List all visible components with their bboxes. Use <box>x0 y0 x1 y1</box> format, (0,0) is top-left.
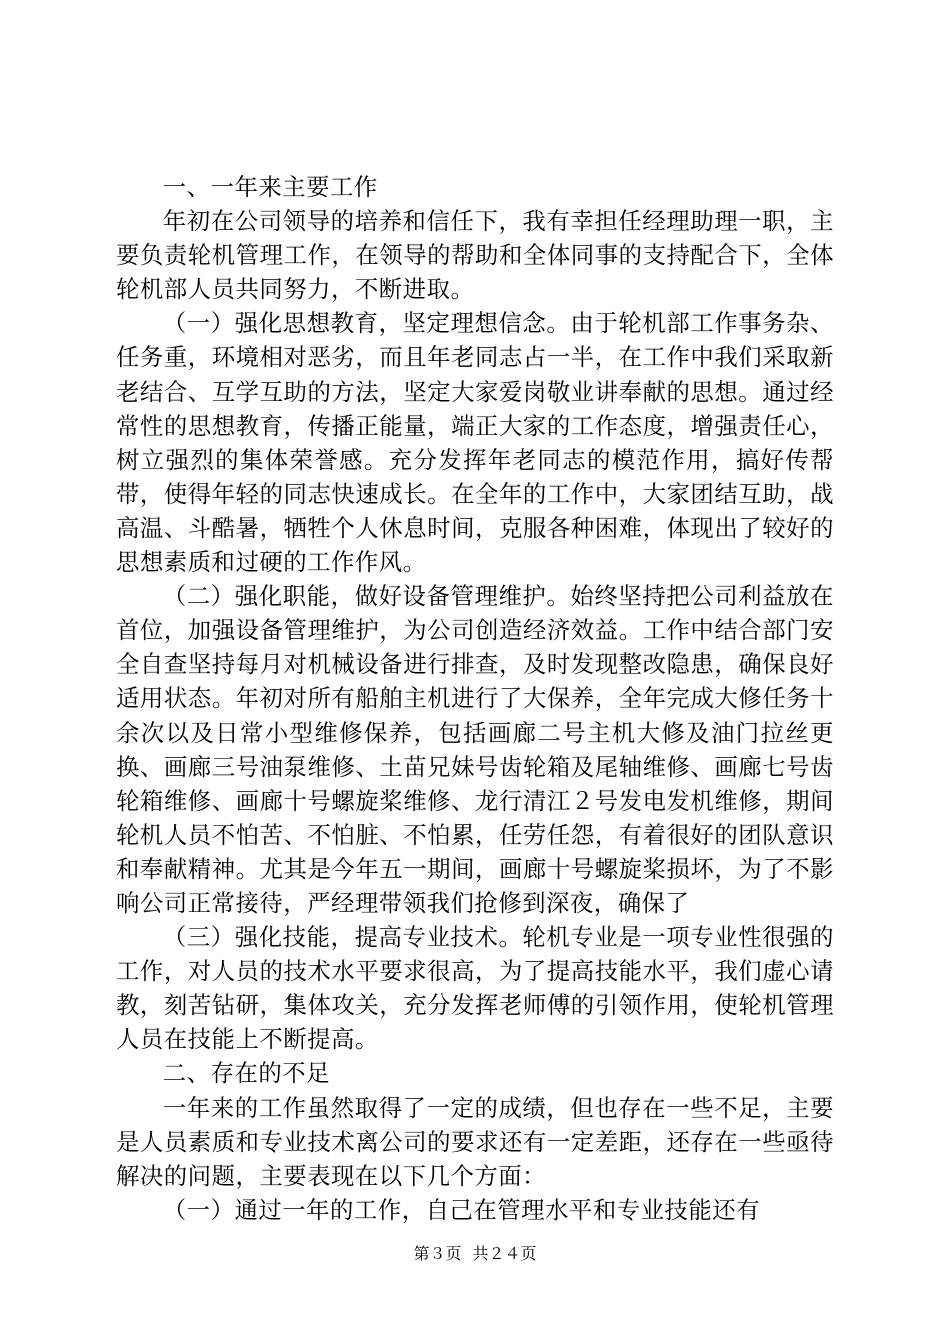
paragraph-technical-skills: （三）强化技能，提高专业技术。轮机专业是一项专业性很强的工作，对人员的技术水平要求很高，为了提高技能水平，我们虚心请教，刻苦钻研，集体攻关，充分发挥老师傅的引领作用，使轮机管理人员在技能上不断提高。 <box>116 923 834 1054</box>
document-body <box>116 170 834 1227</box>
section-heading-1: 一、一年来主要工作 <box>162 173 378 201</box>
page-total: 共２４页 <box>472 1244 537 1263</box>
paragraph-equipment-maintenance: （二）强化职能，做好设备管理维护。始终坚持把公司利益放在首位，加强设备管理维护，为公司创造经济效益。工作中结合部门安全自查坚持每月对机械设备进行排查，及时发现整改隐患，确保良好适用状态。年初对所有船舶主机进行了大保养，全年完成大修任务十余次以及日常小型维修保养，包括画廊二号主机大修及油门拉丝更换、画廊三号油泵维修、土苗兄妹号齿轮箱及尾轴维修、画廊七号齿轮箱维修、画廊十号螺旋桨维修、龙行清江２号发电发机维修，期间轮机人员不怕苦、不怕脏、不怕累，任劳任怨，有着很好的团队意识和奉献精神。尤其是今年五一期间，画廊十号螺旋桨损坏，为了不影响公司正常接待，严经理带领我们抢修到深夜，确保了 <box>116 582 834 917</box>
paragraph-intro: 年初在公司领导的培养和信任下，我有幸担任经理助理一职，主要负责轮机管理工作，在领导的帮助和全体同事的支持配合下，全体轮机部人员共同努力，不断进取。 <box>116 207 834 304</box>
page-number: 第３页 <box>413 1244 462 1263</box>
paragraph-shortcomings: 一年来的工作虽然取得了一定的成绩，但也存在一些不足，主要是人员素质和专业技术离公司的要求还有一定差距，还存在一些亟待解决的问题，主要表现在以下几个方面： <box>116 1093 834 1190</box>
paragraph-shortcoming-1: （一）通过一年的工作，自己在管理水平和专业技能还有 <box>162 1195 761 1224</box>
section-heading-2: 二、存在的不足 <box>162 1059 331 1088</box>
paragraph-thought-education: （一）强化思想教育，坚定理想信念。由于轮机部工作事务杂、任务重，环境相对恶劣，而且年老同志占一半，在工作中我们采取新老结合、互学互助的方法，坚定大家爱岗敬业讲奉献的思想。通过经常性的思想教育，传播正能量，端正大家的工作态度，增强责任心，树立强烈的集体荣誉感。充分发挥年老同志的模范作用，搞好传帮带，使得年轻的同志快速成长。在全年的工作中，大家团结互助，战高温、斗酷暑，牺牲个人休息时间，克服各种困难，体现出了较好的思想素质和过硬的工作作风。 <box>116 309 834 577</box>
page-footer <box>0 1244 950 1264</box>
